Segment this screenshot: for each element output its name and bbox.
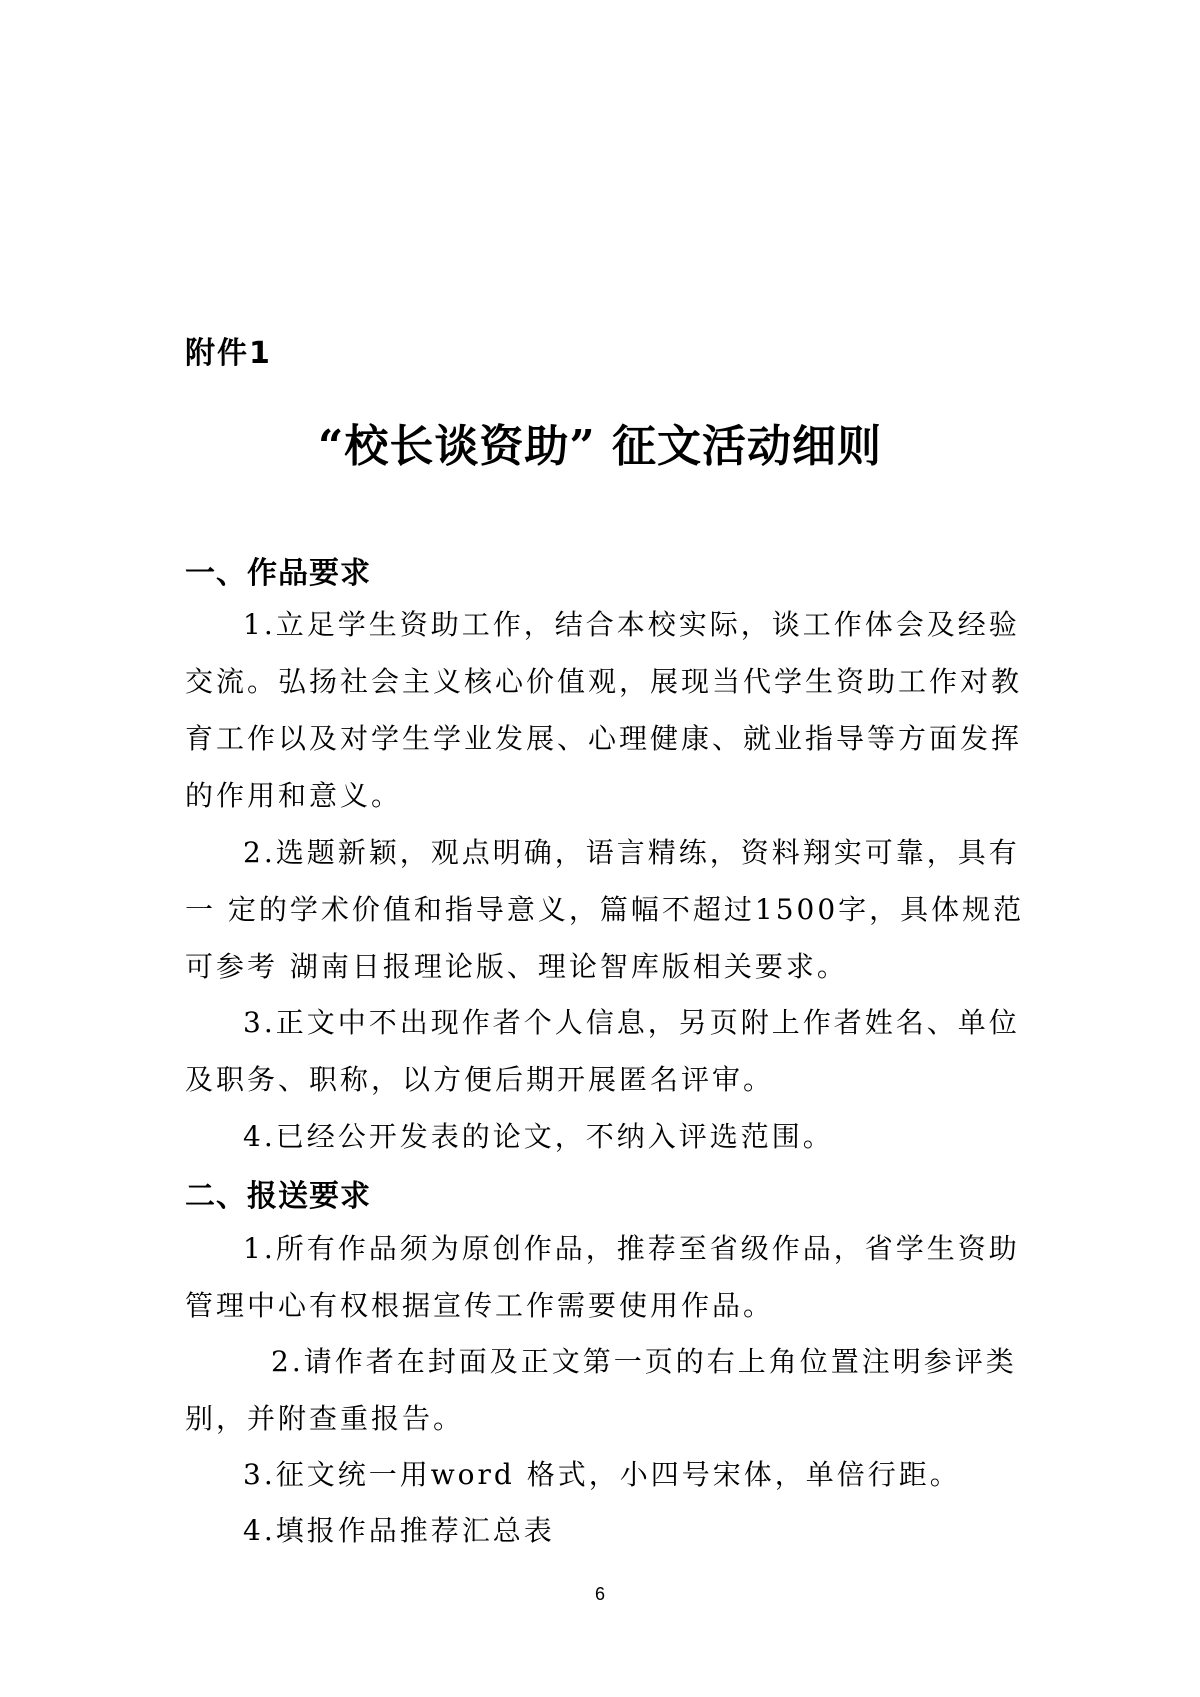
paragraph-requirement-4: 4.已经公开发表的论文，不纳入评选范围。: [243, 1120, 834, 1153]
paragraph-requirement-3: 3.正文中不出现作者个人信息，另页附上作者姓名、单位及职务、职称，以方便后期开展匿名评审。: [185, 1006, 1020, 1096]
attachment-label: 附件1: [185, 336, 272, 371]
paragraph-submission-2: 2.请作者在封面及正文第一页的右上角位置注明参评类别，并附查重报告。: [185, 1345, 1017, 1435]
section-heading-submission-requirements: 二、报送要求: [185, 1179, 371, 1214]
paragraph-submission-4: 4.填报作品推荐汇总表: [243, 1514, 555, 1547]
paragraph-requirement-2: 2.选题新颖，观点明确，语言精练，资料翔实可靠，具有一 定的学术价值和指导意义，篇幅不超过1500字，具体规范可参考 湖南日报理论版、理论智库版相关要求。: [185, 836, 1025, 983]
paragraph-submission-1: 1.所有作品须为原创作品，推荐至省级作品，省学生资助管理中心有权根据宣传工作需要使用作品。: [185, 1232, 1020, 1322]
paragraph-requirement-1: 1.立足学生资助工作，结合本校实际，谈工作体会及经验交流。弘扬社会主义核心价值观，展现当代学生资助工作对教育工作以及对学生学业发展、心理健康、就业指导等方面发挥的作用和意义。: [185, 608, 1023, 812]
section-heading-work-requirements: 一、作品要求: [185, 556, 371, 591]
page-number: 6: [594, 1584, 605, 1604]
document-title: “校长谈资助” 征文活动细则: [318, 421, 882, 472]
paragraph-submission-3: 3.征文统一用word 格式，小四号宋体，单倍行距。: [243, 1458, 961, 1491]
